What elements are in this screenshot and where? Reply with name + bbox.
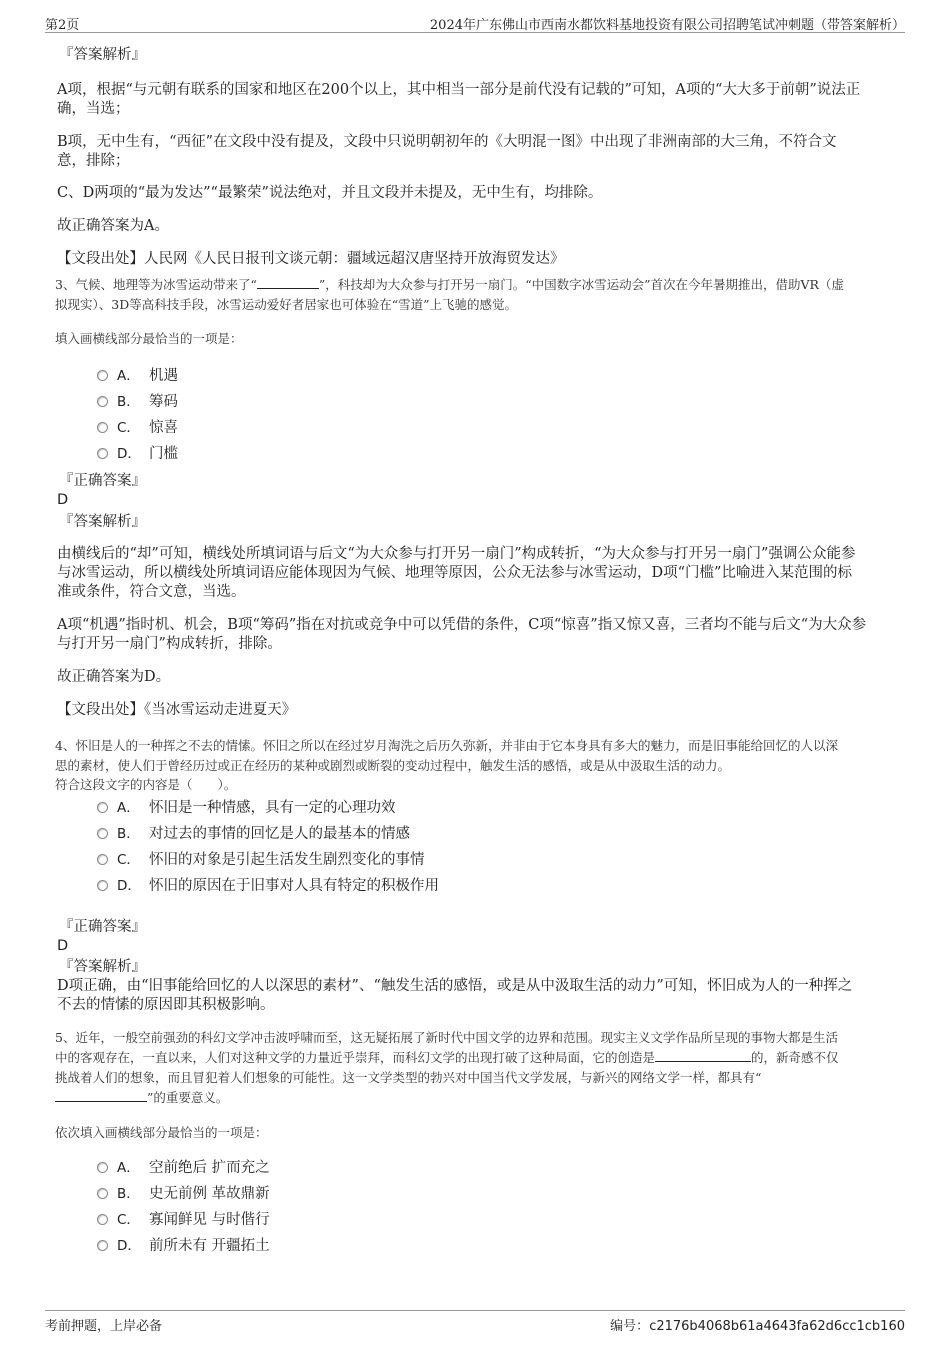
option-letter: A．	[117, 1160, 140, 1176]
option-letter: C．	[117, 1212, 140, 1228]
page-header	[45, 12, 905, 33]
q3-analysis-line: 准或条件，符合文意，当选。	[57, 584, 246, 600]
q3-source: 【文段出处】《当冰雪运动走进夏天》	[57, 702, 297, 718]
q4-answer: D	[57, 938, 69, 954]
q4-option-d[interactable]	[97, 876, 439, 896]
q2-analysis-line: B项，无中生有，“西征”在文段中没有提及，文段中只说明朝初年的《大明混一图》中出现了非洲南部的大三角，不符合文	[57, 134, 837, 150]
option-letter: A．	[117, 368, 140, 384]
option-text: 机遇	[149, 368, 178, 384]
q4-analysis-line: 不去的情愫的原因即其积极影响。	[57, 997, 275, 1013]
document-title: 2024年广东佛山市西南水都饮料基地投资有限公司招聘笔试冲刺题（带答案解析）	[429, 18, 905, 33]
page-number: 第2页	[45, 18, 80, 33]
option-letter: B．	[117, 394, 140, 410]
code-label: 编号：	[610, 1319, 650, 1334]
radio-icon[interactable]	[97, 396, 108, 407]
q3-answer: D	[57, 492, 69, 508]
q3-blank	[257, 276, 319, 289]
q4-prompt: 符合这段文字的内容是（ ）。	[55, 777, 237, 792]
q2-source: 【文段出处】人民网《人民日报刊文谈元朝：疆域远超汉唐坚持开放海贸发达》	[57, 251, 565, 267]
option-text: 筹码	[149, 394, 178, 410]
option-text: 门槛	[149, 446, 178, 462]
q3-stem-part: 3、气候、地理等为冰雪运动带来了“	[55, 277, 257, 292]
q2-conclusion: 故正确答案为A。	[57, 218, 169, 234]
q3-stem-line: 拟现实）、3D等高科技手段，冰雪运动爱好者居家也可体验在“雪道”上飞驰的感觉。	[55, 297, 518, 312]
q3-option-b[interactable]	[97, 392, 178, 412]
q5-stem-part: ”的重要意义。	[147, 1090, 229, 1105]
q5-blank	[55, 1089, 147, 1102]
radio-icon[interactable]	[97, 880, 108, 891]
q4-stem-line: 4、怀旧是人的一种挥之不去的情愫。怀旧之所以在经过岁月淘洗之后历久弥新，并非由于它本身具有多大的魅力，而是旧事能给回忆的人以深	[55, 738, 838, 753]
option-text: 史无前例 革故鼎新	[149, 1186, 270, 1202]
q5-stem	[55, 1089, 895, 1107]
q5-prompt: 依次填入画横线部分最恰当的一项是：	[55, 1125, 268, 1140]
radio-icon[interactable]	[97, 802, 108, 813]
radio-icon[interactable]	[97, 854, 108, 865]
q2-analysis-line: A项，根据“与元朝有联系的国家和地区在200个以上，其中相当一部分是前代没有记载的”可知，A项的“大大多于前朝”说法正	[57, 82, 861, 98]
option-text: 怀旧是一种情感，具有一定的心理功效	[149, 800, 396, 816]
option-letter: B．	[117, 826, 140, 842]
option-text: 对过去的事情的回忆是人的最基本的情感	[149, 826, 410, 842]
radio-icon[interactable]	[97, 448, 108, 459]
option-text: 惊喜	[149, 420, 178, 436]
q4-option-b[interactable]	[97, 824, 410, 844]
option-letter: B．	[117, 1186, 140, 1202]
q5-option-d[interactable]	[97, 1236, 270, 1256]
radio-icon[interactable]	[97, 1240, 108, 1251]
q5-stem-part: 的，新奇感不仅	[751, 1050, 839, 1065]
q5-option-a[interactable]	[97, 1158, 270, 1178]
q5-stem-part: 中的客观存在，一直以来，人们对这种文学的力量近乎崇拜，而科幻文学的出现打破了这种局面，它的创造是	[55, 1050, 656, 1065]
q3-option-d[interactable]	[97, 444, 178, 464]
option-letter: D．	[117, 446, 141, 462]
q4-option-a[interactable]	[97, 798, 396, 818]
page-footer	[45, 1310, 905, 1335]
q2-analysis-line: C、D两项的“最为发达”“最繁荣”说法绝对，并且文段并未提及，无中生有，均排除。	[57, 185, 603, 201]
q5-option-c[interactable]	[97, 1210, 270, 1230]
q4-analysis-line: D项正确，由“旧事能给回忆的人以深思的素材”、“触发生活的感悟，或是从中汲取生活的动力”可知，怀旧成为人的一种挥之	[57, 978, 853, 994]
option-text: 前所未有 开疆拓土	[149, 1238, 270, 1254]
q2-analysis-line: 意，排除；	[57, 153, 130, 169]
q3-option-c[interactable]	[97, 418, 178, 438]
radio-icon[interactable]	[97, 828, 108, 839]
q5-option-b[interactable]	[97, 1184, 270, 1204]
q3-analysis-line: 与打开另一扇门”构成转折，排除。	[57, 636, 282, 652]
q3-analysis-label: 『答案解析』	[59, 514, 146, 530]
q3-option-a[interactable]	[97, 366, 178, 386]
radio-icon[interactable]	[97, 1214, 108, 1225]
q3-analysis-line: 由横线后的“却”可知，横线处所填词语与后文“为大众参与打开另一扇门”构成转折，“为大众参与打开另一扇门”强调公众能参	[57, 546, 856, 562]
radio-icon[interactable]	[97, 1188, 108, 1199]
q3-stem-part: ”，科技却为大众参与打开另一扇门。“中国数字冰雪运动会”首次在今年暑期推出，借助VR（虚	[318, 277, 844, 292]
code-value: c2176b4068b61a4643fa62d6cc1cb160	[649, 1319, 905, 1334]
q3-prompt: 填入画横线部分最恰当的一项是：	[55, 331, 243, 346]
footer-slogan: 考前押题，上岸必备	[45, 1319, 163, 1334]
document-code	[610, 1315, 905, 1334]
radio-icon[interactable]	[97, 370, 108, 381]
q3-answer-label: 『正确答案』	[59, 473, 146, 489]
q3-stem	[55, 276, 895, 294]
q4-analysis-label: 『答案解析』	[59, 959, 146, 975]
option-letter: D．	[117, 878, 141, 894]
radio-icon[interactable]	[97, 422, 108, 433]
q2-analysis-label: 『答案解析』	[59, 47, 146, 63]
q4-stem-line: 思的素材，使人们于曾经历过或正在经历的某种或剧烈或断裂的变动过程中，触发生活的感悟，或是从中汲取生活的动力。	[55, 758, 731, 773]
option-text: 怀旧的原因在于旧事对人具有特定的积极作用	[149, 878, 439, 894]
q3-analysis-line: 与冰雪运动，所以横线处所填词语应能体现因为气候、地理等原因，公众无法参与冰雪运动，D项“门槛”比喻进入某范围的标	[57, 565, 852, 581]
q3-conclusion: 故正确答案为D。	[57, 669, 171, 685]
q5-blank	[655, 1049, 751, 1062]
q3-analysis-line: A项“机遇”指时机、机会，B项“筹码”指在对抗或竞争中可以凭借的条件，C项“惊喜”指又惊又喜，三者均不能与后文“为大众参	[57, 617, 867, 633]
q2-analysis-line: 确，当选；	[57, 101, 130, 117]
option-letter: D．	[117, 1238, 141, 1254]
option-text: 寡闻鲜见 与时偕行	[149, 1212, 270, 1228]
option-text: 空前绝后 扩而充之	[149, 1160, 270, 1176]
option-letter: C．	[117, 852, 140, 868]
q5-stem-line: 挑战着人们的想象，而且冒犯着人们想象的可能性。这一文学类型的勃兴对中国当代文学发展，与新兴的网络文学一样，都具有“	[55, 1070, 762, 1085]
option-letter: C．	[117, 420, 140, 436]
q5-stem	[55, 1049, 895, 1067]
option-text: 怀旧的对象是引起生活发生剧烈变化的事情	[149, 852, 425, 868]
q4-option-c[interactable]	[97, 850, 425, 870]
option-letter: A．	[117, 800, 140, 816]
q4-answer-label: 『正确答案』	[59, 919, 146, 935]
q5-stem-line: 5、近年，一般空前强劲的科幻文学冲击波呼啸而至，这无疑拓展了新时代中国文学的边界和范围。现实主义文学作品所呈现的事物大都是生活	[55, 1030, 838, 1045]
radio-icon[interactable]	[97, 1162, 108, 1173]
